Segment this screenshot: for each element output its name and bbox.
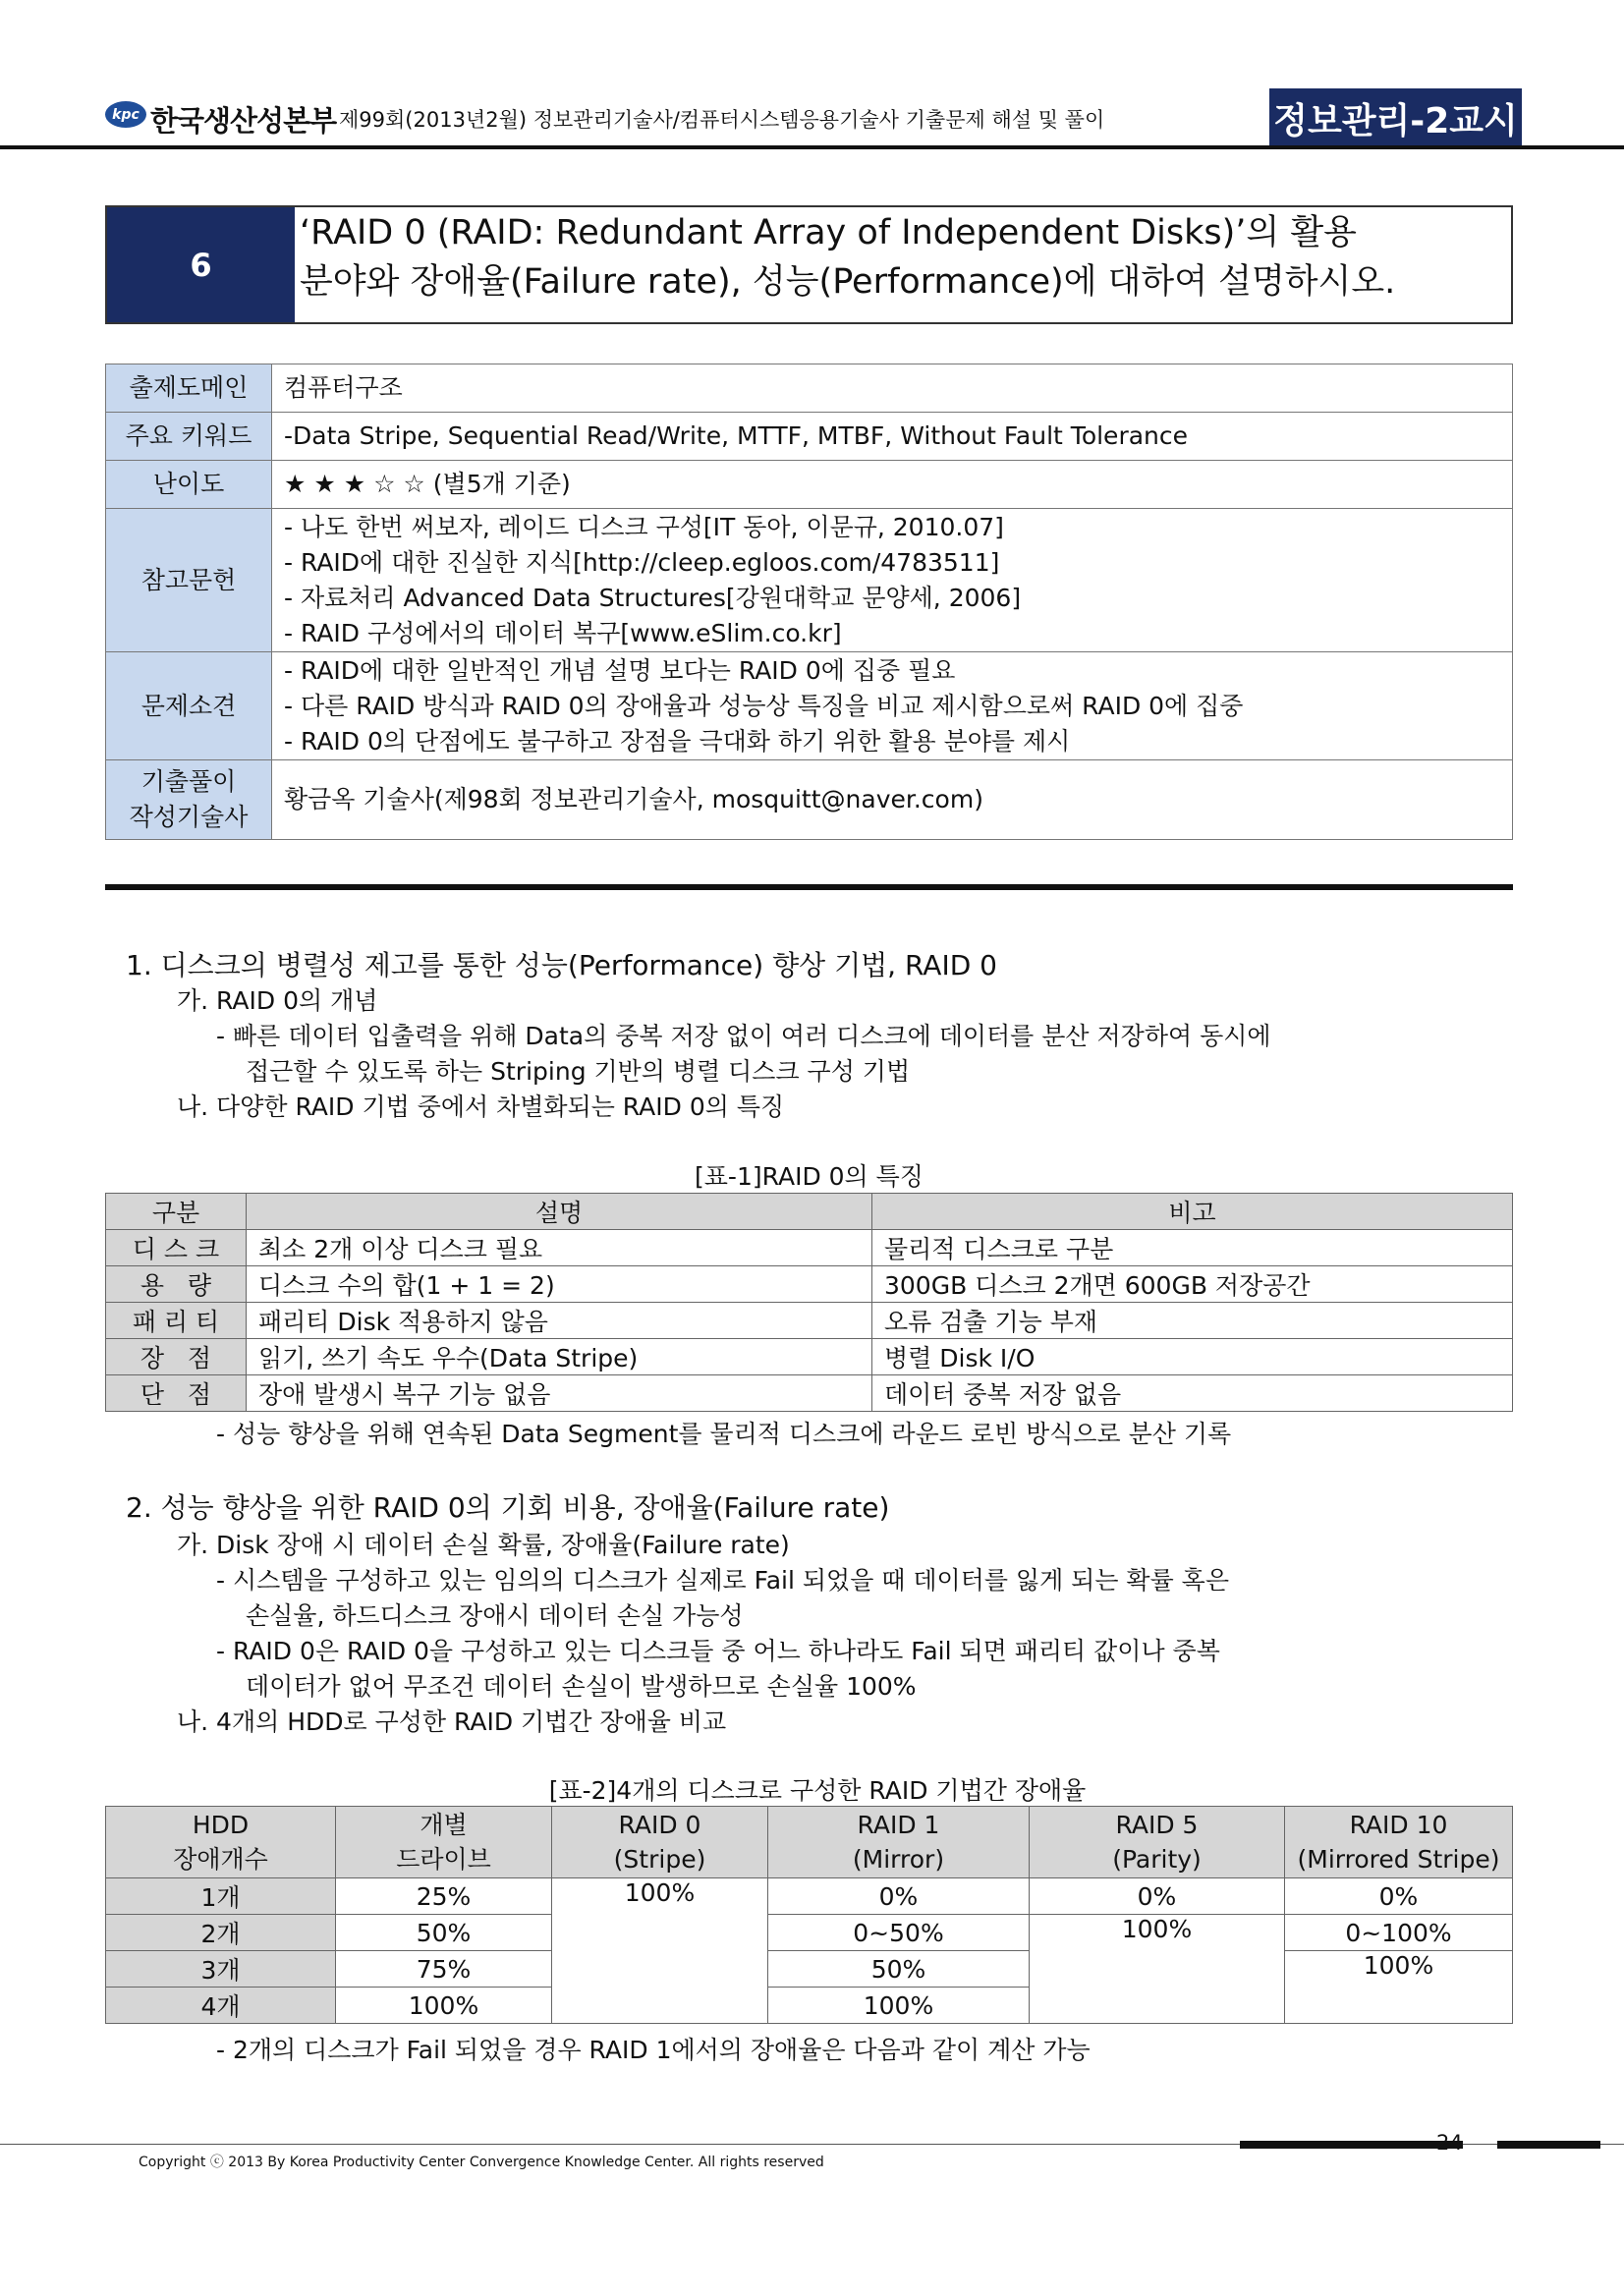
section2-b-title: 나. 4개의 HDD로 구성한 RAID 기법간 장애율 비교 bbox=[177, 1708, 727, 1736]
table-cell: 0~50% bbox=[768, 1915, 1030, 1951]
info-row-domain bbox=[106, 364, 1513, 413]
table1-caption: [표-1]RAID 0의 특징 bbox=[695, 1162, 924, 1191]
header-line: (Parity) bbox=[1112, 1845, 1202, 1874]
row-label: 3개 bbox=[106, 1951, 336, 1988]
org-name: 한국생산성본부 bbox=[150, 104, 337, 138]
raid0-features-table bbox=[105, 1193, 1513, 1412]
header-line: (Stripe) bbox=[613, 1845, 706, 1874]
info-label: 출제도메인 bbox=[106, 364, 272, 413]
info-row-opinion bbox=[106, 652, 1513, 760]
table-row bbox=[106, 1303, 1513, 1339]
column-header bbox=[106, 1807, 336, 1878]
table-cell: 장애 발생시 복구 기능 없음 bbox=[247, 1375, 872, 1412]
header-line: (Mirror) bbox=[852, 1845, 945, 1874]
row-label: 단 점 bbox=[106, 1375, 247, 1412]
table-header-row bbox=[106, 1807, 1513, 1878]
footer-bar bbox=[1240, 2141, 1463, 2149]
question-line-2: 분야와 장애율(Failure rate), 성능(Performance)에 대하여 설명하시오. bbox=[300, 262, 1396, 302]
section2-a-title: 가. Disk 장애 시 데이터 손실 확률, 장애율(Failure rate) bbox=[177, 1531, 790, 1559]
table1-note: - 성능 향상을 위해 연속된 Data Segment를 물리적 디스크에 라운드 로빈 방식으로 분산 기록 bbox=[216, 1420, 1232, 1448]
copyright: Copyright ⓒ 2013 By Korea Productivity Center Convergence Knowledge Center. All rights reserved bbox=[139, 2155, 824, 2170]
table-cell: 0% bbox=[1285, 1878, 1513, 1915]
table-cell: 50% bbox=[768, 1951, 1030, 1988]
raid-failure-rate-table bbox=[105, 1806, 1513, 2024]
table-cell: 75% bbox=[336, 1951, 552, 1988]
section1-a-line: - 빠른 데이터 입출력을 위해 Data의 중복 저장 없이 여러 디스크에 데이터를 분산 저장하여 동시에 bbox=[216, 1022, 1271, 1050]
table-cell: 100% bbox=[1285, 1951, 1513, 2024]
header-divider bbox=[0, 145, 1624, 149]
row-label: 디 스 크 bbox=[106, 1230, 247, 1266]
reference-item: - 나도 한번 써보자, 레이드 디스크 구성[IT 동아, 이문규, 2010.07] bbox=[284, 512, 1004, 541]
info-value bbox=[272, 652, 1513, 760]
logo-icon: kpc bbox=[105, 101, 146, 128]
section1-a-title: 가. RAID 0의 개념 bbox=[177, 986, 378, 1015]
row-label: 장 점 bbox=[106, 1339, 247, 1375]
table-cell: 0% bbox=[768, 1878, 1030, 1915]
table-row bbox=[106, 1878, 1513, 1915]
section2-a-line: 데이터가 없어 무조건 데이터 손실이 발생하므로 손실율 100% bbox=[246, 1672, 917, 1701]
info-label-line: 작성기술사 bbox=[129, 803, 249, 831]
info-row-author bbox=[106, 760, 1513, 840]
table-cell: 오류 검출 기능 부재 bbox=[872, 1303, 1513, 1339]
reference-item: - RAID에 대한 진실한 지식[http://cleep.egloos.com/4783511] bbox=[284, 547, 1000, 577]
question-number: 6 bbox=[107, 207, 295, 322]
column-header bbox=[552, 1807, 768, 1878]
header-line: 드라이브 bbox=[396, 1845, 491, 1874]
table-cell: 병렬 Disk I/O bbox=[872, 1339, 1513, 1375]
table-row bbox=[106, 1915, 1513, 1951]
section1-a-line: 접근할 수 있도록 하는 Striping 기반의 병렬 디스크 구성 기법 bbox=[246, 1057, 911, 1086]
table-cell: 0% bbox=[1030, 1878, 1285, 1915]
table-cell: 100% bbox=[1030, 1915, 1285, 2024]
row-label: 용 량 bbox=[106, 1266, 247, 1303]
header-title: 제99회(2013년2월) 정보관리기술사/컴퓨터시스템응용기술사 기출문제 해설 및 풀이 bbox=[339, 108, 1105, 132]
info-label: 난이도 bbox=[106, 461, 272, 509]
column-header bbox=[336, 1807, 552, 1878]
row-label: 1개 bbox=[106, 1878, 336, 1915]
column-header bbox=[1030, 1807, 1285, 1878]
info-label: 문제소견 bbox=[106, 652, 272, 760]
opinion-item: - RAID에 대한 일반적인 개념 설명 보다는 RAID 0에 집중 필요 bbox=[284, 655, 956, 685]
table-cell: 300GB 디스크 2개면 600GB 저장공간 bbox=[872, 1266, 1513, 1303]
header-line: (Mirrored Stripe) bbox=[1297, 1845, 1500, 1874]
info-row-keywords bbox=[106, 413, 1513, 461]
section2-a-line: - 시스템을 구성하고 있는 임의의 디스크가 실제로 Fail 되었을 때 데이터를 잃게 되는 확률 혹은 bbox=[216, 1566, 1229, 1595]
info-value bbox=[272, 509, 1513, 652]
table-cell: 100% bbox=[336, 1988, 552, 2024]
header-line: RAID 10 bbox=[1349, 1811, 1448, 1839]
row-label: 패 리 티 bbox=[106, 1303, 247, 1339]
row-label: 4개 bbox=[106, 1988, 336, 2024]
table2-note: - 2개의 디스크가 Fail 되었을 경우 RAID 1에서의 장애율은 다음과 같이 계산 가능 bbox=[216, 2036, 1091, 2064]
question-text bbox=[300, 208, 1506, 307]
header-line: 장애개수 bbox=[173, 1845, 268, 1874]
column-header: 설명 bbox=[247, 1194, 872, 1230]
info-table bbox=[105, 364, 1513, 840]
table-header-row bbox=[106, 1194, 1513, 1230]
info-label: 주요 키워드 bbox=[106, 413, 272, 461]
table-cell: 읽기, 쓰기 속도 우수(Data Stripe) bbox=[247, 1339, 872, 1375]
table-cell: 50% bbox=[336, 1915, 552, 1951]
table2-caption: [표-2]4개의 디스크로 구성한 RAID 기법간 장애율 bbox=[548, 1776, 1087, 1805]
table-cell: 패리티 Disk 적용하지 않음 bbox=[247, 1303, 872, 1339]
reference-item: - RAID 구성에서의 데이터 복구[www.eSlim.co.kr] bbox=[284, 618, 842, 647]
header-line: RAID 1 bbox=[857, 1811, 940, 1839]
section2-a-line: - RAID 0은 RAID 0을 구성하고 있는 디스크들 중 어느 하나라도 Fail 되면 패리티 값이나 중복 bbox=[216, 1637, 1220, 1665]
table-cell: 100% bbox=[768, 1988, 1030, 2024]
table-row bbox=[106, 1266, 1513, 1303]
table-row bbox=[106, 1339, 1513, 1375]
footer-bar bbox=[1497, 2141, 1600, 2149]
column-header bbox=[768, 1807, 1030, 1878]
table-cell: 0~100% bbox=[1285, 1915, 1513, 1951]
opinion-item: - RAID 0의 단점에도 불구하고 장점을 극대화 하기 위한 활용 분야를 제시 bbox=[284, 726, 1071, 756]
info-value: 컴퓨터구조 bbox=[272, 364, 1513, 413]
table-row bbox=[106, 1375, 1513, 1412]
difficulty-stars: ★ ★ ★ ☆ ☆ (별5개 기준) bbox=[272, 461, 1513, 509]
header-line: RAID 0 bbox=[618, 1811, 701, 1839]
info-row-references bbox=[106, 509, 1513, 652]
header-line: 개별 bbox=[420, 1811, 468, 1839]
column-header: 비고 bbox=[872, 1194, 1513, 1230]
table-row bbox=[106, 1951, 1513, 1988]
page-number: 24 bbox=[1436, 2131, 1463, 2155]
info-value: 황금옥 기술사(제98회 정보관리기술사, mosquitt@naver.com) bbox=[272, 760, 1513, 840]
info-label bbox=[106, 760, 272, 840]
info-label: 참고문헌 bbox=[106, 509, 272, 652]
column-header bbox=[1285, 1807, 1513, 1878]
section2-title: 2. 성능 향상을 위한 RAID 0의 기회 비용, 장애율(Failure rate) bbox=[126, 1491, 890, 1524]
reference-item: - 자료처리 Advanced Data Structures[강원대학교 문양세, 2006] bbox=[284, 583, 1022, 612]
info-value: -Data Stripe, Sequential Read/Write, MTTF, MTBF, Without Fault Tolerance bbox=[272, 413, 1513, 461]
table-cell: 100% bbox=[552, 1878, 768, 2024]
info-row-difficulty bbox=[106, 461, 1513, 509]
table-cell: 물리적 디스크로 구분 bbox=[872, 1230, 1513, 1266]
section1-b-title: 나. 다양한 RAID 기법 중에서 차별화되는 RAID 0의 특징 bbox=[177, 1092, 785, 1121]
info-label-line: 기출풀이 bbox=[140, 767, 237, 796]
section-divider bbox=[105, 884, 1513, 890]
table-cell: 25% bbox=[336, 1878, 552, 1915]
session-tag: 정보관리-2교시 bbox=[1269, 88, 1522, 147]
section1-title: 1. 디스크의 병렬성 제고를 통한 성능(Performance) 향상 기법, RAID 0 bbox=[126, 949, 997, 981]
opinion-item: - 다른 RAID 방식과 RAID 0의 장애율과 성능상 특징을 비교 제시함으로써 RAID 0에 집중 bbox=[284, 691, 1244, 720]
column-header: 구분 bbox=[106, 1194, 247, 1230]
table-cell: 최소 2개 이상 디스크 필요 bbox=[247, 1230, 872, 1266]
header-line: RAID 5 bbox=[1115, 1811, 1199, 1839]
section2-a-line: 손실율, 하드디스크 장애시 데이터 손실 가능성 bbox=[246, 1601, 744, 1630]
row-label: 2개 bbox=[106, 1915, 336, 1951]
table-cell: 디스크 수의 합(1 + 1 = 2) bbox=[247, 1266, 872, 1303]
header-line: HDD bbox=[192, 1811, 250, 1839]
table-row bbox=[106, 1230, 1513, 1266]
question-line-1: ‘RAID 0 (RAID: Redundant Array of Independent Disks)’의 활용 bbox=[300, 213, 1357, 252]
table-cell: 데이터 중복 저장 없음 bbox=[872, 1375, 1513, 1412]
